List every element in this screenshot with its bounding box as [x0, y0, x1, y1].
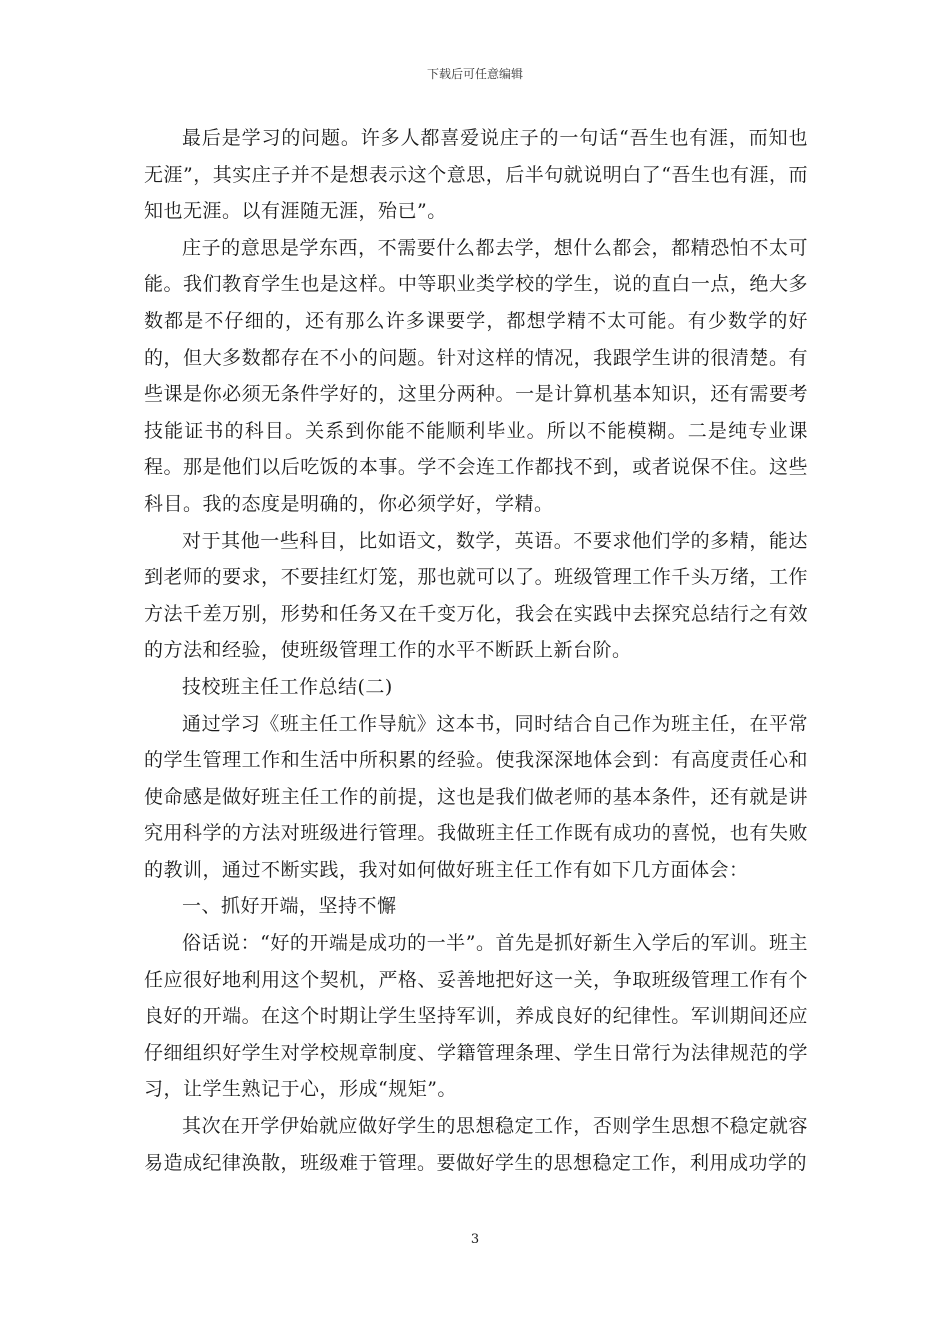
page-header: 下载后可任意编辑	[426, 67, 523, 81]
paragraph: 俗话说：“好的开端是成功的一半”。首先是抓好新生入学后的军训。班主任应很好地利用这个契机，严格、妥善地把好这一关，争取班级管理工作有个良好的开端。在这个时期让学生坚持军训，养成良好的纪律性。军训期间还应仔细组织好学生对学校规章制度、学籍管理条理、学生日常行为法律规范的学习，让学生熟记于心，形成“规矩”。	[144, 932, 808, 1101]
page-number: 3	[470, 1232, 480, 1247]
paragraph: 其次在开学伊始就应做好学生的思想稳定工作，否则学生思想不稳定就容易造成纪律涣散，班级难于管理。要做好学生的思想稳定工作，利用成功学的	[144, 1115, 808, 1174]
paragraph: 通过学习《班主任工作导航》这本书，同时结合自己作为班主任，在平常的学生管理工作和生活中所积累的经验。使我深深地体会到：有高度责任心和使命感是做好班主任工作的前提，这也是我们做老师的基本条件，还有就是讲究用科学的方法对班级进行管理。我做班主任工作既有成功的喜悦，也有失败的教训，通过不断实践，我对如何做好班主任工作有如下几方面体会：	[144, 712, 808, 881]
paragraph: 对于其他一些科目，比如语文，数学，英语。不要求他们学的多精，能达到老师的要求，不要挂红灯笼，那也就可以了。班级管理工作千头万绪，工作方法千差万别，形势和任务又在千变万化，我会在实践中去探究总结行之有效的方法和经验，使班级管理工作的水平不断跃上新台阶。	[144, 529, 808, 662]
paragraph: 庄子的意思是学东西，不需要什么都去学，想什么都会，都精恐怕不太可能。我们教育学生也是这样。中等职业类学校的学生，说的直白一点，绝大多数都是不仔细的，还有那么许多课要学，都想学精不太可能。有少数学的好的，但大多数都存在不小的问题。针对这样的情况，我跟学生讲的很清楚。有些课是你必须无条件学好的，这里分两种。一是计算机基本知识，还有需要考技能证书的科目。关系到你能不能顺利毕业。所以不能模糊。二是纯专业课程。那是他们以后吃饭的本事。学不会连工作都找不到，或者说保不住。这些科目。我的态度是明确的，你必须学好，学精。	[144, 236, 808, 515]
document-body	[144, 120, 808, 1181]
section-heading: 技校班主任工作总结(二)	[182, 675, 393, 698]
paragraph: 最后是学习的问题。许多人都喜爱说庄子的一句话“吾生也有涯，而知也无涯”，其实庄子并不是想表示这个意思，后半句就说明白了“吾生也有涯，而知也无涯。以有涯随无涯，殆已”。	[144, 127, 808, 223]
subsection-heading: 一、抓好开端，坚持不懈	[182, 895, 397, 918]
